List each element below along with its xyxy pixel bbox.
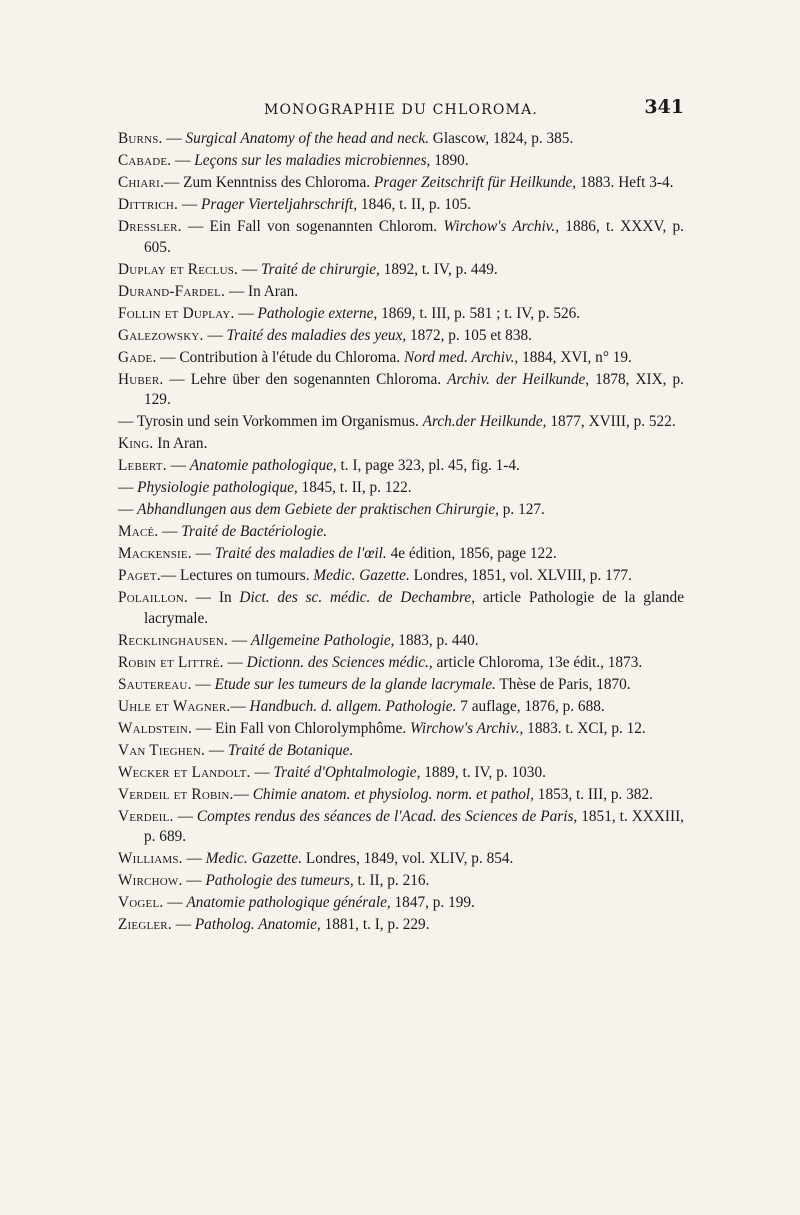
entry-text: — bbox=[171, 916, 195, 933]
entry-details: 1877, XVIII, p. 522. bbox=[546, 413, 676, 430]
entry-details: 4e édition, 1856, page 122. bbox=[386, 545, 557, 562]
bibliography-entry bbox=[118, 631, 684, 652]
bibliography-entry bbox=[118, 348, 684, 369]
entry-details: 1845, t. II, p. 122. bbox=[297, 479, 412, 496]
entry-text: — bbox=[158, 523, 182, 540]
entry-title: Traité de chirurgie, bbox=[261, 260, 380, 278]
entry-author: Duplay et Reclus. bbox=[118, 260, 239, 278]
bibliography-entry bbox=[118, 129, 684, 150]
entry-title: Traité de Bactériologie. bbox=[181, 523, 328, 540]
entry-author: Wirchow. bbox=[118, 872, 183, 889]
bibliography-entry bbox=[118, 282, 684, 303]
bibliography-entry bbox=[118, 588, 684, 629]
bibliography-entry bbox=[118, 893, 684, 914]
entry-text: — bbox=[238, 260, 262, 278]
bibliography-entry bbox=[118, 741, 684, 762]
entry-author: Follin et Duplay. bbox=[118, 304, 235, 322]
entry-title: Surgical Anatomy of the head and neck. bbox=[185, 130, 429, 147]
entry-details: Thèse de Paris, 1870. bbox=[495, 675, 631, 693]
bibliography-entry bbox=[118, 785, 684, 806]
entry-author: Chiari. bbox=[118, 174, 164, 191]
bibliography-entry bbox=[118, 260, 684, 281]
bibliography-entry bbox=[118, 151, 684, 172]
entry-details: 1878, XIX, p. 129. bbox=[144, 370, 684, 408]
entry-details: 1892, t. IV, p. 449. bbox=[379, 260, 498, 278]
entry-title: Prager Zeitschrift für Heilkunde, bbox=[373, 174, 577, 191]
entry-text: — bbox=[162, 130, 186, 147]
entry-title: Allgemeine Pathologie, bbox=[250, 631, 395, 649]
entry-title: Traité d'Ophtalmologie, bbox=[273, 763, 421, 781]
entry-details: Londres, 1851, vol. XLVIII, p. 177. bbox=[409, 567, 632, 584]
entry-title: Dictionn. des Sciences médic., bbox=[246, 653, 433, 671]
entry-details: Glascow, 1824, p. 385. bbox=[428, 130, 574, 147]
entry-author: Recklinghausen. bbox=[118, 631, 228, 649]
entry-details: p. 127. bbox=[498, 501, 545, 518]
entry-author: Macé. bbox=[118, 523, 159, 540]
entry-author: Dittrich. bbox=[118, 196, 179, 213]
bibliography-entry bbox=[118, 675, 684, 696]
page-number: 341 bbox=[644, 96, 684, 118]
entry-text: — Ein Fall von Chlorolymphôme. bbox=[192, 719, 411, 737]
entry-details: article Pathologie de la glande lacrymale. bbox=[144, 589, 684, 627]
entry-title: Pathologie externe, bbox=[257, 304, 378, 322]
bibliography-entry bbox=[118, 370, 684, 411]
entry-title: Traité de Botanique. bbox=[227, 741, 354, 759]
entry-text: — bbox=[178, 196, 202, 213]
bibliography-entry bbox=[118, 807, 684, 848]
entry-title: Medic. Gazette. bbox=[313, 567, 410, 584]
entry-author: Williams. bbox=[118, 850, 183, 867]
entry-author: Durand-Fardel. bbox=[118, 282, 226, 300]
entry-title: Archiv. der Heilkunde, bbox=[447, 370, 590, 388]
bibliography-list bbox=[118, 129, 684, 937]
entry-title: Wirchow's Archiv., bbox=[410, 719, 524, 737]
page-header bbox=[118, 96, 684, 122]
entry-text: — bbox=[182, 850, 206, 867]
entry-text: — In bbox=[187, 589, 240, 606]
bibliography-entry bbox=[118, 566, 684, 587]
entry-details: 1889, t. IV, p. 1030. bbox=[420, 763, 546, 781]
entry-title: Traité des maladies des yeux, bbox=[226, 326, 407, 344]
entry-author: Van Tieghen. bbox=[118, 741, 205, 759]
entry-text: — Ein Fall von sogenannten Chlorom. bbox=[181, 218, 444, 235]
entry-details: 1890. bbox=[430, 152, 469, 169]
entry-title: Patholog. Anatomie, bbox=[194, 916, 321, 933]
bibliography-entry bbox=[118, 763, 684, 784]
entry-author: Lebert. bbox=[118, 457, 167, 474]
entry-details: 1883. t. XCI, p. 12. bbox=[523, 719, 646, 737]
entry-text: — bbox=[191, 545, 215, 562]
entry-details: Londres, 1849, vol. XLIV, p. 854. bbox=[302, 850, 514, 867]
entry-text: — bbox=[171, 152, 195, 169]
entry-text: — bbox=[203, 326, 227, 344]
entry-author: Verdeil et Robin. bbox=[118, 785, 234, 803]
entry-text: — bbox=[118, 501, 138, 518]
entry-author: Huber. bbox=[118, 370, 164, 388]
entry-details: t. I, page 323, pl. 45, fig. 1-4. bbox=[336, 457, 520, 474]
entry-text: — bbox=[250, 763, 274, 781]
entry-details: 1853, t. III, p. 382. bbox=[533, 785, 653, 803]
entry-title: Arch.der Heilkunde, bbox=[422, 413, 547, 430]
entry-author: Dressler. bbox=[118, 218, 182, 235]
entry-author: Galezowsky. bbox=[118, 326, 204, 344]
bibliography-entry bbox=[118, 173, 684, 194]
bibliography-entry bbox=[118, 412, 684, 433]
entry-details: 1869, t. III, p. 581 ; t. IV, p. 526. bbox=[377, 304, 581, 322]
bibliography-entry bbox=[118, 871, 684, 892]
bibliography-entry bbox=[118, 304, 684, 325]
bibliography-entry bbox=[118, 719, 684, 740]
bibliography-entry bbox=[118, 915, 684, 936]
entry-text: In Aran. bbox=[153, 435, 208, 452]
entry-details: 1883. Heft 3-4. bbox=[576, 174, 674, 191]
entry-title: Nord med. Archiv., bbox=[403, 348, 519, 366]
entry-author: Paget. bbox=[118, 567, 161, 584]
bibliography-entry bbox=[118, 326, 684, 347]
entry-title: Dict. des sc. médic. de Dechambre, bbox=[239, 589, 476, 606]
entry-text: — bbox=[163, 894, 187, 911]
entry-text: — In Aran. bbox=[225, 282, 299, 300]
entry-details: 1883, p. 440. bbox=[394, 631, 479, 649]
bibliography-entry bbox=[118, 849, 684, 870]
entry-details: 1872, p. 105 et 838. bbox=[406, 326, 532, 344]
entry-author: Mackensie. bbox=[118, 545, 192, 562]
entry-title: Abhandlungen aus dem Gebiete der praktischen Chirurgie, bbox=[137, 501, 499, 518]
entry-author: Vogel. bbox=[118, 894, 164, 911]
entry-text: — Lehre über den sogenannten Chloroma. bbox=[163, 370, 448, 388]
entry-author: Verdeil. bbox=[118, 807, 174, 825]
entry-title: Prager Vierteljahrschrift, bbox=[201, 196, 358, 213]
entry-title: Wirchow's Archiv., bbox=[443, 218, 560, 235]
entry-title: Pathologie des tumeurs, bbox=[205, 872, 354, 889]
bibliography-entry bbox=[118, 544, 684, 565]
bibliography-entry bbox=[118, 195, 684, 216]
entry-title: Anatomie pathologique, bbox=[189, 457, 337, 474]
entry-details: 1881, t. I, p. 229. bbox=[320, 916, 430, 933]
entry-title: Anatomie pathologique générale, bbox=[186, 894, 391, 911]
entry-text: — bbox=[182, 872, 206, 889]
entry-author: Gade. bbox=[118, 348, 157, 366]
entry-text: — bbox=[234, 304, 258, 322]
entry-author: Robin et Littré. bbox=[118, 653, 224, 671]
bibliography-entry bbox=[118, 500, 684, 521]
entry-author: King. bbox=[118, 435, 154, 452]
entry-author: Wecker et Landolt. bbox=[118, 763, 251, 781]
entry-author: Sautereau. bbox=[118, 675, 192, 693]
bibliography-entry bbox=[118, 522, 684, 543]
bibliography-entry bbox=[118, 653, 684, 674]
entry-text: — bbox=[118, 479, 138, 496]
bibliography-entry bbox=[118, 456, 684, 477]
entry-title: Chimie anatom. et physiolog. norm. et pathol, bbox=[252, 785, 534, 803]
entry-text: — bbox=[230, 697, 250, 715]
bibliography-entry bbox=[118, 434, 684, 455]
entry-text: — bbox=[204, 741, 228, 759]
entry-text: — bbox=[227, 631, 251, 649]
entry-details: t. II, p. 216. bbox=[353, 872, 430, 889]
entry-author: Burns. bbox=[118, 130, 163, 147]
entry-text: — bbox=[223, 653, 247, 671]
entry-title: Leçons sur les maladies microbiennes, bbox=[194, 152, 431, 169]
entry-details: article Chloroma, 13e édit., 1873. bbox=[432, 653, 643, 671]
entry-title: Traité des maladies de l'œil. bbox=[214, 545, 387, 562]
entry-text: — Contribution à l'étude du Chloroma. bbox=[156, 348, 404, 366]
entry-author: Polaillon. bbox=[118, 589, 188, 606]
entry-text: — bbox=[191, 675, 215, 693]
entry-title: Etude sur les tumeurs de la glande lacrymale. bbox=[214, 675, 496, 693]
entry-details: 1886, t. XXXV, p. 605. bbox=[144, 218, 684, 256]
entry-author: Waldstein. bbox=[118, 719, 193, 737]
entry-text: — Tyrosin und sein Vorkommen im Organismus. bbox=[118, 413, 423, 430]
bibliography-entry bbox=[118, 478, 684, 499]
entry-text: — bbox=[233, 785, 253, 803]
entry-text: — Lectures on tumours. bbox=[160, 567, 314, 584]
entry-text: — Zum Kenntniss des Chloroma. bbox=[163, 174, 374, 191]
entry-title: Handbuch. d. allgem. Pathologie. bbox=[249, 697, 457, 715]
entry-details: 1846, t. II, p. 105. bbox=[357, 196, 471, 213]
entry-text: — bbox=[166, 457, 190, 474]
entry-title: Medic. Gazette. bbox=[205, 850, 303, 867]
entry-details: 7 auflage, 1876, p. 688. bbox=[456, 697, 605, 715]
bibliography-entry bbox=[118, 697, 684, 718]
entry-details: 1851, t. XXXIII, p. 689. bbox=[144, 807, 684, 845]
entry-author: Ziegler. bbox=[118, 916, 172, 933]
entry-author: Uhle et Wagner. bbox=[118, 697, 231, 715]
entry-author: Cabade. bbox=[118, 152, 172, 169]
entry-details: 1847, p. 199. bbox=[390, 894, 475, 911]
bibliography-entry bbox=[118, 217, 684, 258]
entry-title: Comptes rendus des séances de l'Acad. des Sciences de Paris, bbox=[196, 807, 578, 825]
entry-text: — bbox=[173, 807, 197, 825]
entry-details: 1884, XVI, n° 19. bbox=[518, 348, 632, 366]
entry-title: Physiologie pathologique, bbox=[137, 479, 298, 496]
running-title: MONOGRAPHIE DU CHLOROMA. bbox=[263, 102, 539, 118]
